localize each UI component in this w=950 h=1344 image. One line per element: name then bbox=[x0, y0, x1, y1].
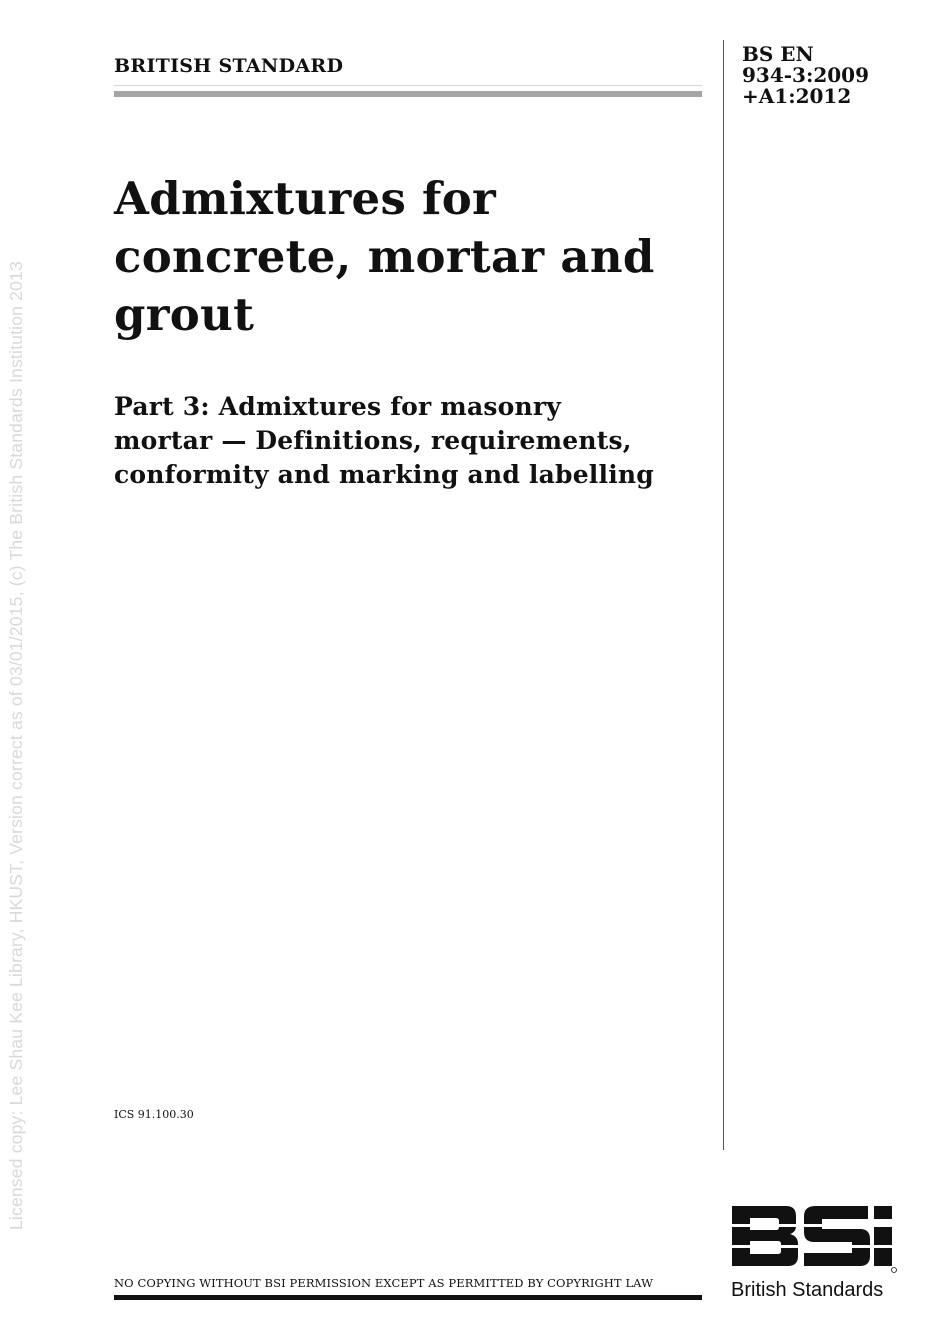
document-title-line-1: Admixtures for bbox=[114, 172, 497, 225]
document-subtitle-line-2: mortar — Definitions, requirements, bbox=[114, 426, 632, 455]
ics-code: ICS 91.100.30 bbox=[114, 1108, 194, 1121]
header-thin-rule bbox=[114, 85, 702, 86]
document-title bbox=[114, 170, 714, 344]
vertical-divider bbox=[723, 40, 724, 1150]
document-subtitle bbox=[114, 390, 714, 492]
document-title-line-3: grout bbox=[114, 288, 255, 341]
standard-number-line-3: +A1:2012 bbox=[742, 84, 852, 108]
standard-number bbox=[742, 44, 869, 107]
license-watermark: Licensed copy: Lee Shau Kee Library, HKUST, Version correct as of 03/01/2015, (c) The British Standards Institution 2013 bbox=[6, 261, 26, 1230]
footer-rule bbox=[114, 1295, 702, 1300]
header-thick-rule bbox=[114, 91, 702, 97]
standard-number-line-1: BS EN bbox=[742, 42, 814, 66]
document-subtitle-line-1: Part 3: Admixtures for masonry bbox=[114, 392, 561, 421]
document-title-line-2: concrete, mortar and bbox=[114, 230, 655, 283]
copyright-notice: NO COPYING WITHOUT BSI PERMISSION EXCEPT AS PERMITTED BY COPYRIGHT LAW bbox=[114, 1276, 654, 1290]
document-type-label: BRITISH STANDARD bbox=[114, 55, 344, 77]
standard-number-line-2: 934-3:2009 bbox=[742, 63, 870, 87]
bsi-logo-wordmark: British Standards bbox=[731, 1279, 884, 1301]
document-subtitle-line-3: conformity and marking and labelling bbox=[114, 460, 654, 489]
